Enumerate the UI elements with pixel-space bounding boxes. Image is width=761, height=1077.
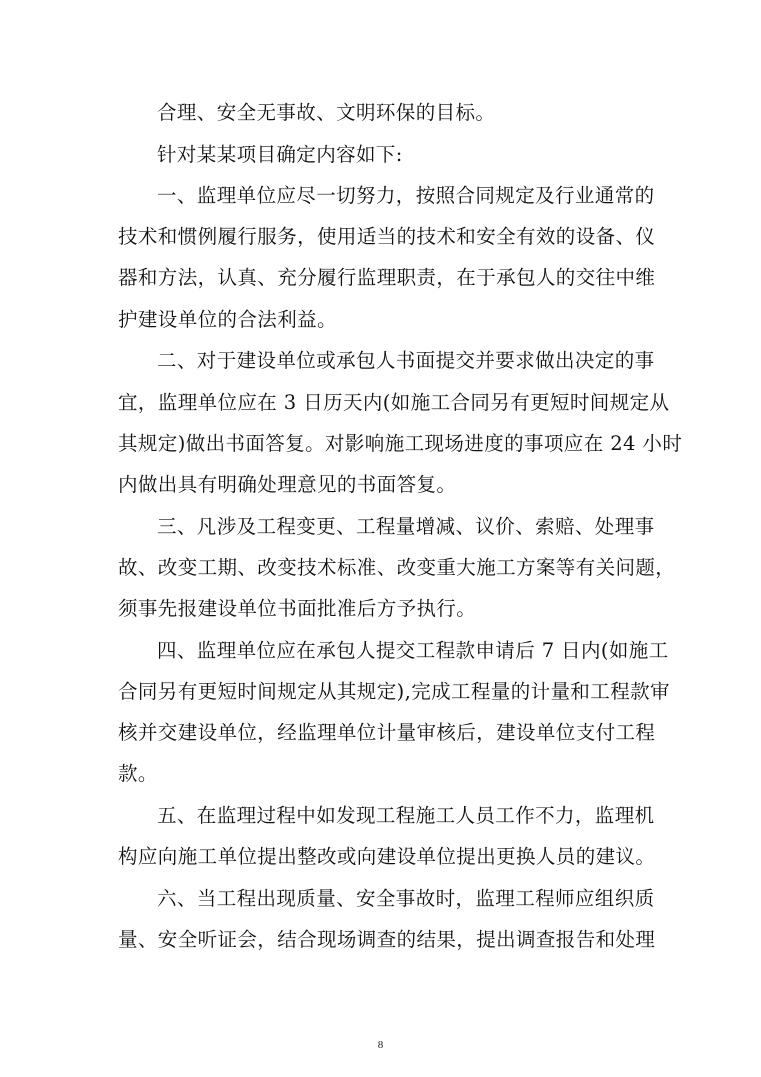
text-line: 内做出具有明确处理意见的书面答复。 <box>118 473 457 496</box>
text-line: 二、对于建设单位或承包人书面提交并要求做出决定的事 <box>157 349 655 372</box>
text-line: 核并交建设单位，经监理单位计量审核后，建设单位支付工程 <box>118 721 656 744</box>
text-line: 量、安全听证会，结合现场调查的结果，提出调查报告和处理 <box>118 928 656 951</box>
text-line: 五、在监理过程中如发现工程施工人员工作不力，监理机 <box>157 804 655 827</box>
text-line: 一、监理单位应尽一切努力，按照合同规定及行业通常的 <box>157 184 655 207</box>
text-line: 器和方法，认真、充分履行监理职责，在于承包人的交往中维 <box>118 266 656 289</box>
text-line: 技术和惯例履行服务，使用适当的技术和安全有效的设备、仪 <box>118 225 656 248</box>
text-line: 故、改变工期、改变技术标准、改变重大施工方案等有关问题， <box>118 556 676 579</box>
text-line: 合理、安全无事故、文明环保的目标。 <box>157 101 496 124</box>
text-line: 护建设单位的合法利益。 <box>118 308 337 331</box>
text-line: 须事先报建设单位书面批准后方予执行。 <box>118 597 477 620</box>
text-line: 四、监理单位应在承包人提交工程款申请后 7 日内(如施工 <box>157 639 669 662</box>
text-line: 其规定)做出书面答复。对影响施工现场进度的事项应在 24 小时 <box>118 432 683 455</box>
text-line: 三、凡涉及工程变更、工程量增减、议价、索赔、处理事 <box>157 515 655 538</box>
text-line: 针对某某项目确定内容如下: <box>157 143 403 166</box>
page-number: 8 <box>377 1039 384 1051</box>
text-line: 宜，监理单位应在 3 日历天内(如施工合同另有更短时间规定从 <box>118 391 670 414</box>
text-line: 六、当工程出现质量、安全事故时，监理工程师应组织质 <box>157 887 655 910</box>
text-line: 合同另有更短时间规定从其规定),完成工程量的计量和工程款审 <box>118 680 670 703</box>
text-line: 构应向施工单位提出整改或向建设单位提出更换人员的建议。 <box>118 845 656 868</box>
text-line: 款。 <box>118 762 158 785</box>
